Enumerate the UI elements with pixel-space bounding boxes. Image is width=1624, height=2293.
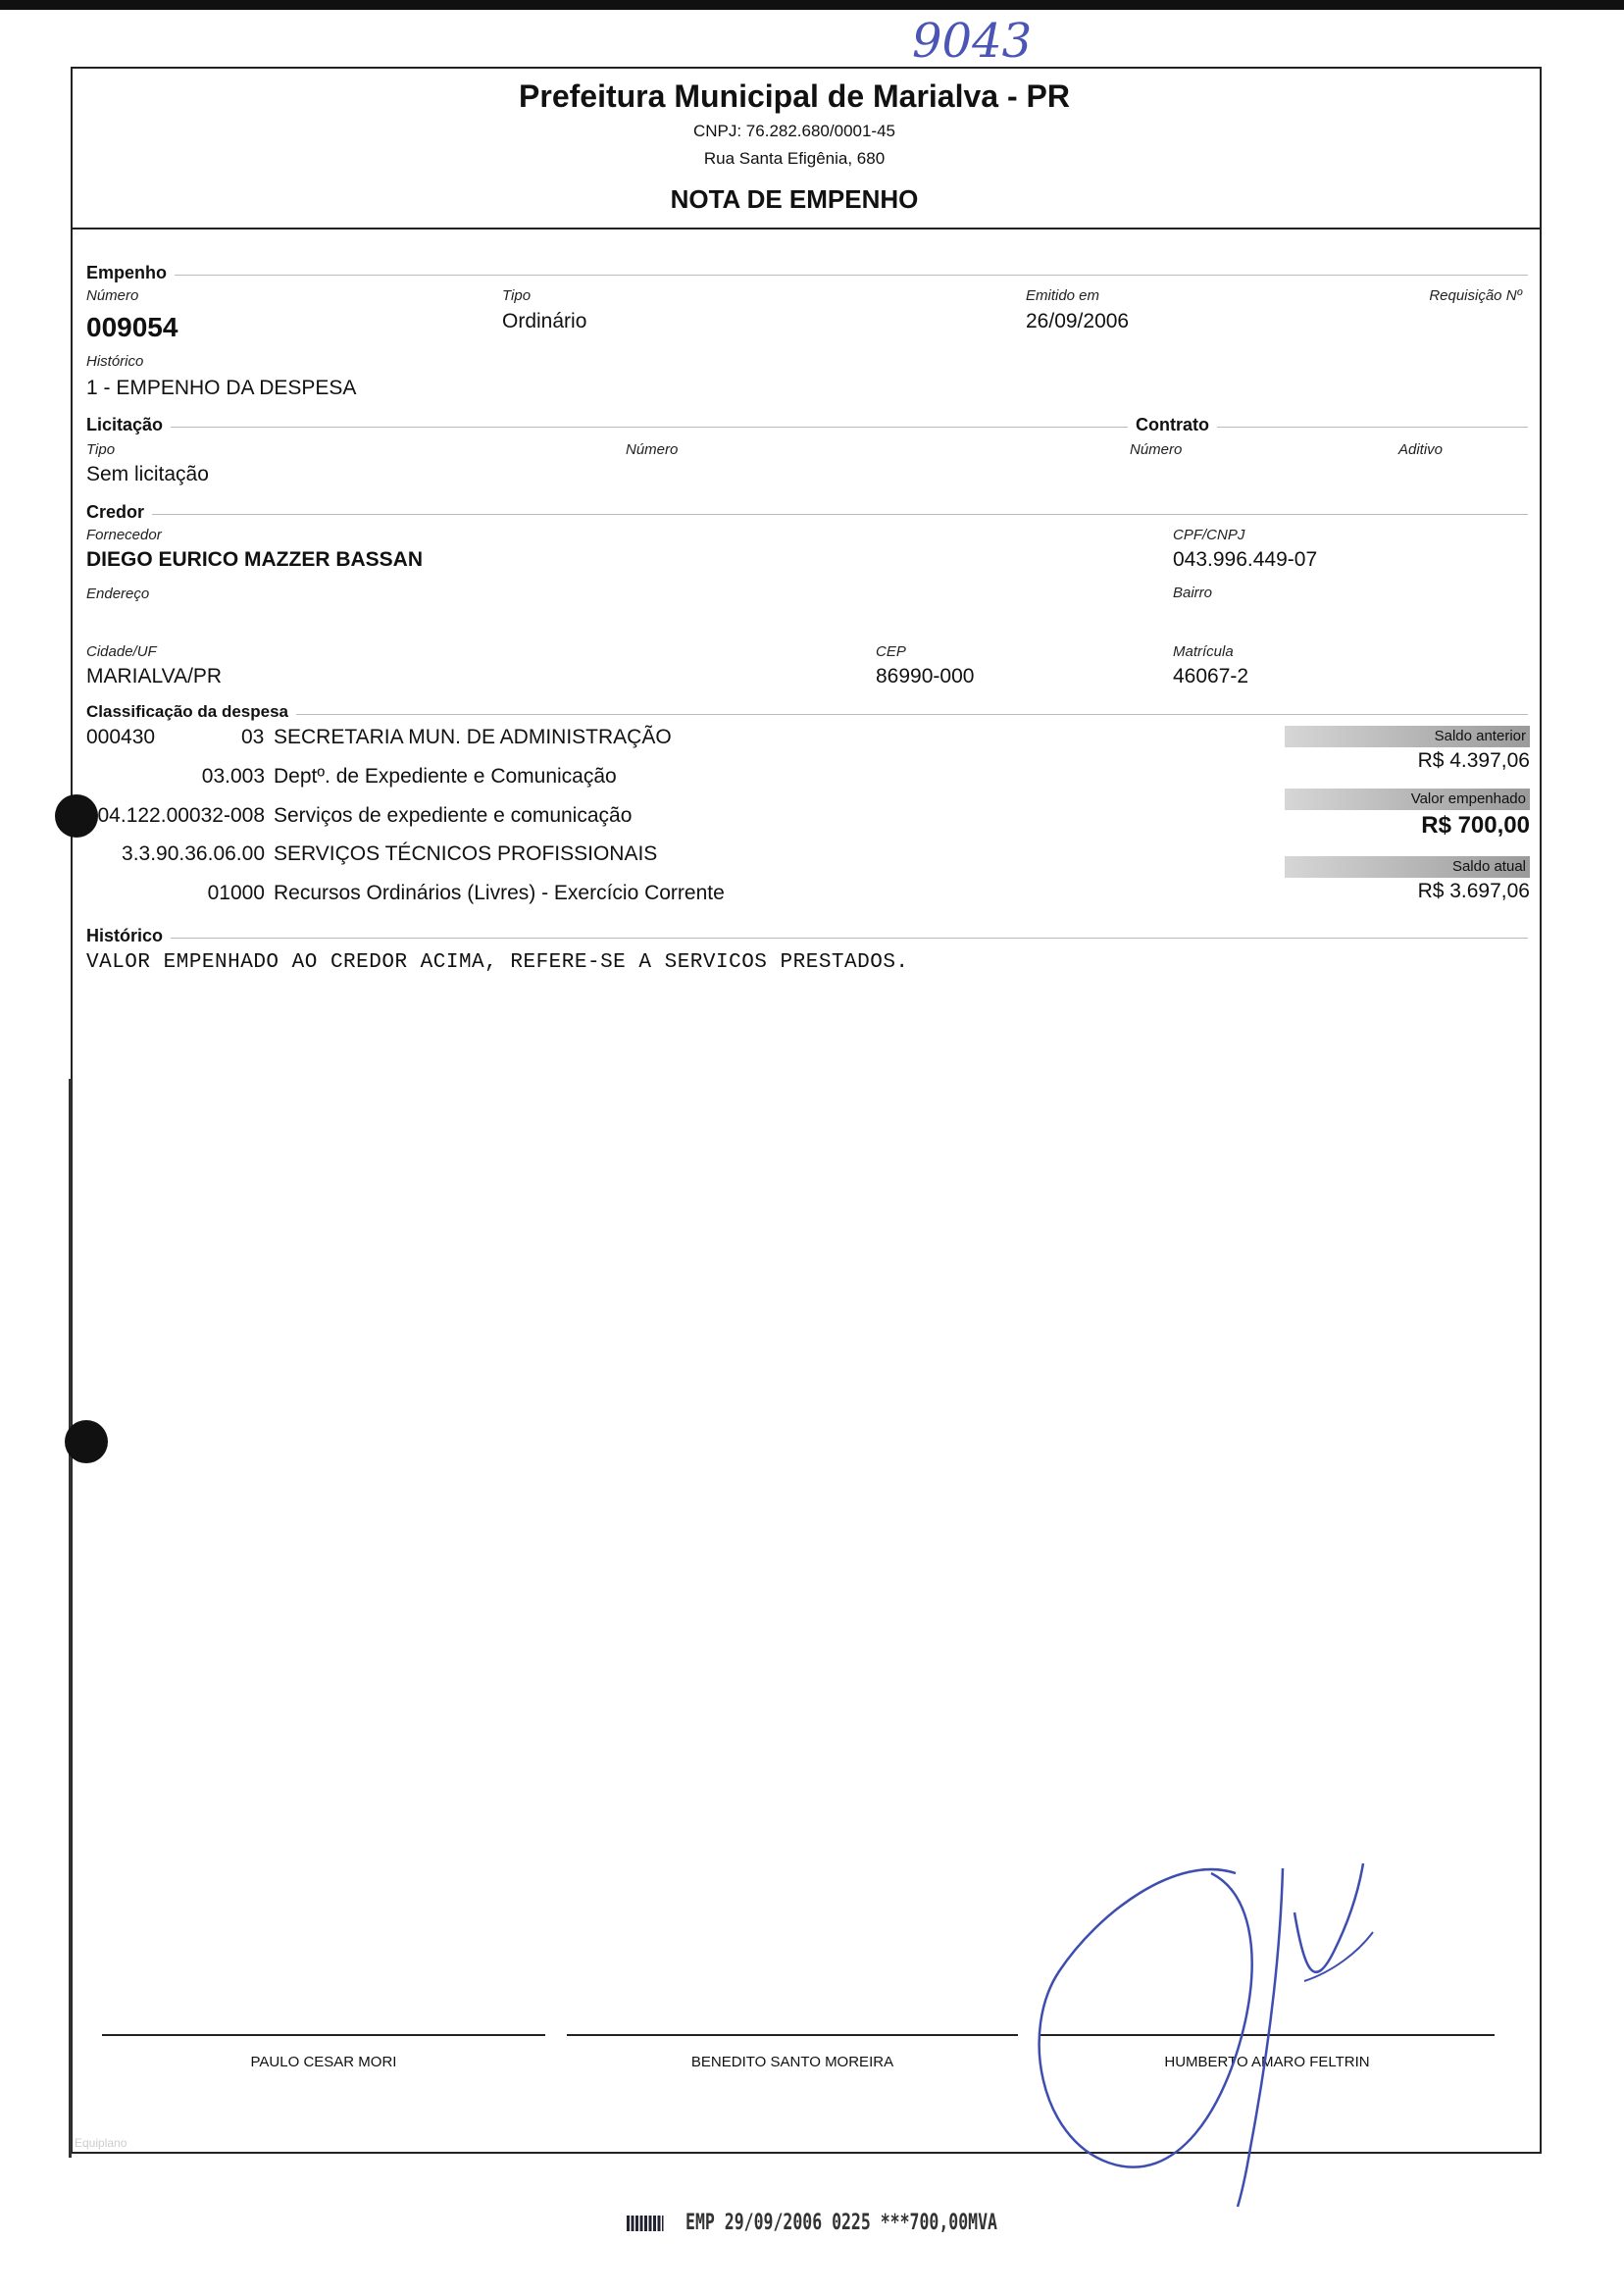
valor-empenhado-value: R$ 700,00 <box>1421 812 1530 839</box>
classificacao-text: Recursos Ordinários (Livres) - Exercício Corrente <box>274 882 725 904</box>
section-line <box>86 514 1528 515</box>
signatory-name: HUMBERTO AMARO FELTRIN <box>1164 2054 1370 2070</box>
signatory-name: BENEDITO SANTO MOREIRA <box>690 2054 894 2070</box>
punch-hole <box>65 1420 108 1463</box>
cep-label: CEP <box>876 643 906 660</box>
section-empenho: Empenho <box>86 263 175 283</box>
matricula-label: Matrícula <box>1173 643 1234 660</box>
saldo-atual-value: R$ 3.697,06 <box>1417 880 1530 902</box>
scan-top-edge <box>0 0 1624 10</box>
section-line <box>86 938 1528 939</box>
cep-value: 86990-000 <box>876 665 975 688</box>
empenho-historico: 1 - EMPENHO DA DESPESA <box>86 377 357 399</box>
cidade-label: Cidade/UF <box>86 643 157 660</box>
classificacao-text: SECRETARIA MUN. DE ADMINISTRAÇÃO <box>274 726 672 748</box>
classificacao-code: 01000 <box>207 882 265 904</box>
historico-label: Histórico <box>86 353 144 370</box>
fornecedor-label: Fornecedor <box>86 527 162 543</box>
empenho-tipo: Ordinário <box>502 310 587 332</box>
punch-hole <box>55 794 98 838</box>
licitacao-numero-label: Número <box>626 441 679 458</box>
classificacao-code: 000430 <box>86 726 156 748</box>
document-title: NOTA DE EMPENHO <box>670 184 919 214</box>
section-historico: Histórico <box>86 926 171 946</box>
contrato-numero-label: Número <box>1130 441 1183 458</box>
saldo-atual-label: Saldo atual <box>1285 856 1530 878</box>
section-classificacao: Classificação da despesa <box>86 702 296 722</box>
footer-stamp <box>203 2211 1421 2235</box>
classificacao-text: Serviços de expediente e comunicação <box>274 804 633 827</box>
signature-line <box>567 2034 1018 2036</box>
address-text: Rua Santa Efigênia, 680 <box>703 149 886 168</box>
fornecedor-name: DIEGO EURICO MAZZER BASSAN <box>86 548 424 571</box>
cidade-value: MARIALVA/PR <box>86 665 223 688</box>
signature-line <box>102 2034 545 2036</box>
cpf-label: CPF/CNPJ <box>1173 527 1245 543</box>
saldo-anterior-value: R$ 4.397,06 <box>1417 749 1530 772</box>
barcode-mark <box>627 2216 664 2231</box>
aditivo-label: Aditivo <box>1398 441 1444 458</box>
page-title: Prefeitura Municipal de Marialva - PR <box>519 78 1070 114</box>
matricula-value: 46067-2 <box>1173 665 1249 688</box>
handwritten-number: 9043 <box>912 14 1033 69</box>
licitacao-tipo: Sem licitação <box>86 463 209 485</box>
footer-stamp-text: EMP 29/09/2006 0225 ***700,00MVA <box>685 2211 997 2235</box>
classificacao-subcode: 03 <box>241 726 265 748</box>
classificacao-code: 3.3.90.36.06.00 <box>122 842 265 865</box>
classificacao-code: 03.003 <box>201 765 265 788</box>
software-watermark: Equiplano <box>75 2136 127 2150</box>
classificacao-text: SERVIÇOS TÉCNICOS PROFISSIONAIS <box>274 842 658 865</box>
endereco-label: Endereço <box>86 586 150 602</box>
requisicao-label: Requisição Nº <box>1429 287 1522 304</box>
section-line <box>86 275 1528 276</box>
handwritten-signature <box>1020 1854 1393 2217</box>
section-contrato: Contrato <box>1128 415 1217 435</box>
signatory-name: PAULO CESAR MORI <box>250 2054 397 2070</box>
licitacao-tipo-label: Tipo <box>86 441 116 458</box>
saldo-anterior-label: Saldo anterior <box>1285 726 1530 747</box>
emitido-label: Emitido em <box>1026 287 1100 304</box>
section-line <box>86 427 1528 428</box>
section-licitacao: Licitação <box>86 415 171 435</box>
binder-edge <box>69 1079 72 2158</box>
tipo-label: Tipo <box>502 287 532 304</box>
valor-empenhado-label: Valor empenhado <box>1285 789 1530 810</box>
header-divider <box>71 228 1542 229</box>
section-credor: Credor <box>86 502 152 523</box>
classificacao-text: Deptº. de Expediente e Comunicação <box>274 765 617 788</box>
bairro-label: Bairro <box>1173 585 1213 601</box>
empenho-numero: 009054 <box>86 312 178 342</box>
empenho-emitido: 26/09/2006 <box>1026 310 1130 332</box>
cnpj-text: CNPJ: 76.282.680/0001-45 <box>692 122 896 140</box>
historico-text: VALOR EMPENHADO AO CREDOR ACIMA, REFERE-SE A SERVICOS PRESTADOS. <box>86 951 909 974</box>
section-line <box>86 714 1528 715</box>
cpf-value: 043.996.449-07 <box>1173 548 1318 571</box>
numero-label: Número <box>86 287 139 304</box>
classificacao-code: 04.122.00032-008 <box>97 804 265 827</box>
